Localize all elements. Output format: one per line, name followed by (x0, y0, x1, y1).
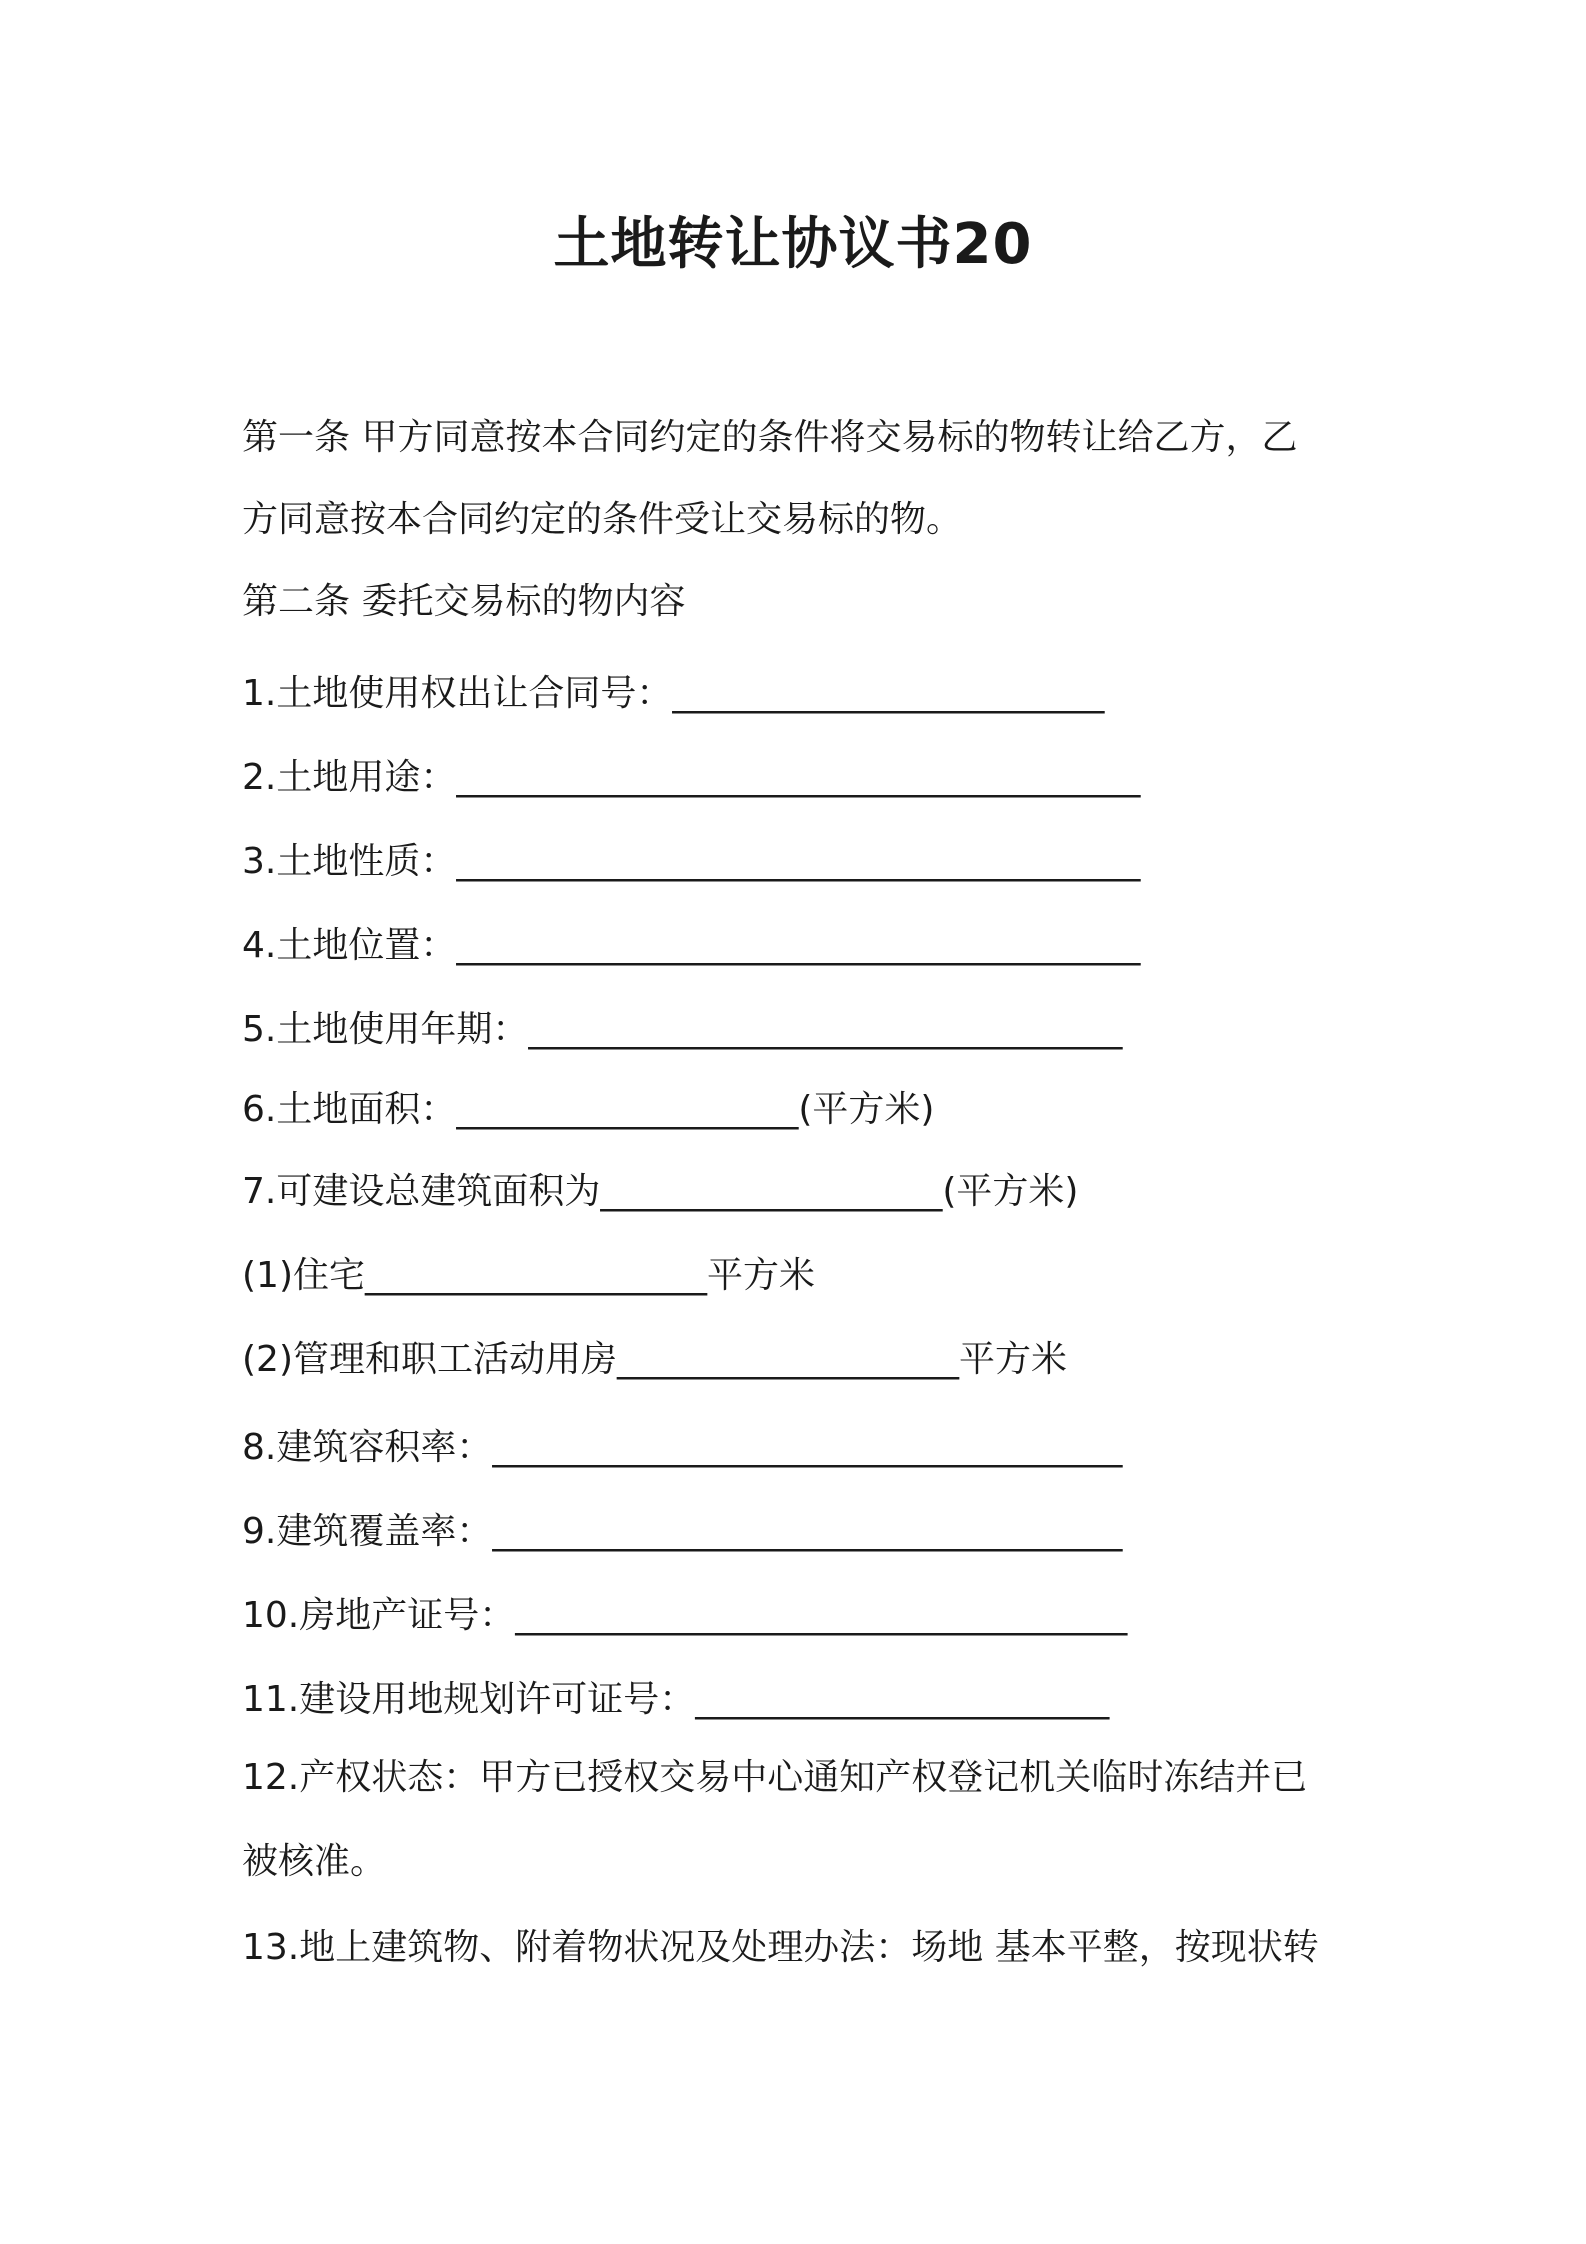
item-12-property-status-line-2: 被核准。 (242, 1841, 387, 1882)
item-13-buildings-status: 13.地上建筑物、附着物状况及处理办法：场地 基本平整，按现状转 (242, 1927, 1319, 1968)
item-5-land-term: 5.土地使用年期：_________________________________ (242, 1009, 1123, 1050)
item-7-2-management: (2)管理和职工活动用房___________________平方米 (242, 1339, 1067, 1380)
item-10-property-certificate: 10.房地产证号：__________________________________ (242, 1595, 1128, 1636)
item-11-planning-permit: 11.建设用地规划许可证号：_______________________ (242, 1679, 1110, 1720)
item-9-coverage-ratio: 9.建筑覆盖率：___________________________________ (242, 1511, 1123, 1552)
item-4-land-location: 4.土地位置：______________________________________ (242, 925, 1141, 966)
article-1-line-1: 第一条 甲方同意按本合同约定的条件将交易标的物转让给乙方，乙 (242, 417, 1298, 458)
article-2-heading: 第二条 委托交易标的物内容 (242, 581, 686, 622)
document-title: 土地转让协议书20 (553, 212, 1033, 277)
item-8-plot-ratio: 8.建筑容积率：___________________________________ (242, 1427, 1123, 1468)
item-1-contract-number: 1.土地使用权出让合同号：________________________ (242, 673, 1105, 714)
article-1-line-2: 方同意按本合同约定的条件受让交易标的物。 (242, 499, 963, 540)
item-12-property-status-line-1: 12.产权状态：甲方已授权交易中心通知产权登记机关临时冻结并已 (242, 1757, 1308, 1798)
item-7-1-residential: (1)住宅___________________平方米 (242, 1255, 815, 1296)
item-7-building-area: 7.可建设总建筑面积为___________________(平方米) (242, 1171, 1079, 1212)
item-6-land-area: 6.土地面积：___________________(平方米) (242, 1089, 935, 1130)
item-3-land-nature: 3.土地性质：______________________________________ (242, 841, 1141, 882)
item-2-land-use: 2.土地用途：______________________________________ (242, 757, 1141, 798)
